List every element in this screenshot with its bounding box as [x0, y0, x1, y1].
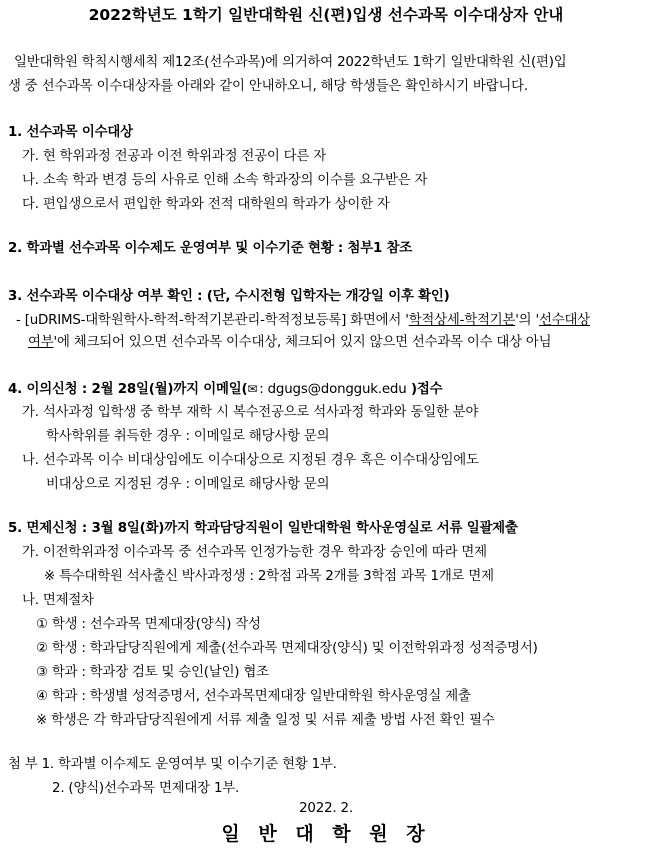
section-3-text-a: - [uDRIMS-대학원학사-학적-학적기본관리-학적정보등록] 화면에서 ' — [16, 313, 409, 328]
section-5-step-2: ② 학생 : 학과담당직원에게 제출(선수과목 면제대장(양식) 및 이전학위과정 성적증명서) — [36, 641, 538, 656]
section-2-heading: 2. 학과별 선수과목 이수제도 운영여부 및 이수기준 현황 : 첨부1 참조 — [8, 241, 413, 256]
section-1-item-a: 가. 현 학위과정 전공과 이전 학위과정 전공이 다른 자 — [22, 149, 326, 164]
section-3-text-b: '의 ' — [515, 313, 539, 328]
issue-date: 2022. 2. — [299, 801, 353, 816]
section-3-underline-2: 선수대상 — [538, 313, 590, 328]
page-title: 2022학년도 1학기 일반대학원 신(편)입생 선수과목 이수대상자 안내 — [88, 6, 564, 24]
envelope-icon: ✉ — [247, 382, 258, 396]
section-5-heading: 5. 면제신청 : 3월 8일(화)까지 학과담당직원이 일반대학원 학사운영실로 서류 일괄제출 — [8, 521, 518, 536]
section-3-text-c: '에 체크되어 있으면 선수과목 이수대상, 체크되어 있지 않으면 선수과목 이수 대상 아님 — [53, 335, 552, 350]
section-3-underline-1: 학적상세-학적기본 — [408, 313, 516, 328]
section-4-item-a-2: 학사학위를 취득한 경우 : 이메일로 해당사항 문의 — [46, 429, 330, 444]
section-4-heading-post: )접수 — [406, 382, 443, 397]
section-4-email: : dgugs@dongguk.edu — [259, 382, 407, 397]
section-1-item-b: 나. 소속 학과 변경 등의 사유로 인해 소속 학과장의 이수를 요구받은 자 — [22, 173, 428, 188]
section-4-heading — [8, 380, 442, 399]
signature: 일 반 대 학 원 장 — [221, 823, 431, 845]
section-5-step-3: ③ 학과 : 학과장 검토 및 승인(날인) 협조 — [36, 665, 269, 680]
section-4-item-b-1: 나. 선수과목 이수 비대상임에도 이수대상으로 지정된 경우 혹은 이수대상임에도 — [22, 453, 479, 468]
section-3-underline-3: 여부 — [28, 335, 54, 350]
section-3-heading: 3. 선수과목 이수대상 여부 확인 : (단, 수시전형 입학자는 개강일 이후 확인) — [8, 289, 450, 304]
intro-line-1: 일반대학원 학칙시행세칙 제12조(선수과목)에 의거하여 2022학년도 1학기 일반대학원 신(편)입 — [14, 55, 567, 70]
section-5-item-b: 나. 면제절차 — [22, 593, 94, 608]
section-5-item-a: 가. 이전학위과정 이수과목 중 선수과목 인정가능한 경우 학과장 승인에 따라 면제 — [22, 545, 487, 560]
attachment-line-2: 2. (양식)선수과목 면제대장 1부. — [52, 781, 240, 796]
section-5-step-1: ① 학생 : 선수과목 면제대장(양식) 작성 — [36, 617, 261, 632]
section-1-item-c: 다. 편입생으로서 편입한 학과와 전적 대학원의 학과가 상이한 자 — [22, 197, 390, 212]
section-4-heading-pre: 4. 이의신청 : 2월 28일(월)까지 이메일( — [8, 382, 248, 397]
attachment-line-1: 첨 부 1. 학과별 이수제도 운영여부 및 이수기준 현황 1부. — [8, 757, 337, 772]
section-5-step-4: ④ 학과 : 학생별 성적증명서, 선수과목면제대장 일반대학원 학사운영실 제출 — [36, 689, 471, 704]
intro-line-2: 생 중 선수과목 이수대상자를 아래와 같이 안내하오니, 해당 학생들은 확인하시기 바랍니다. — [8, 79, 528, 94]
section-4-item-b-2: 비대상으로 지정된 경우 : 이메일로 해당사항 문의 — [46, 477, 330, 492]
section-3-line-2 — [28, 334, 551, 352]
section-5-item-a-note: ※ 특수대학원 석사출신 박사과정생 : 2학점 과목 2개를 3학점 과목 1개로 면제 — [44, 569, 494, 584]
section-3-line-1 — [16, 312, 590, 330]
section-5-note: ※ 학생은 각 학과담당직원에게 서류 제출 일정 및 서류 제출 방법 사전 확인 필수 — [36, 713, 495, 728]
section-4-item-a-1: 가. 석사과정 입학생 중 학부 재학 시 복수전공으로 석사과정 학과와 동일한 분야 — [22, 405, 479, 420]
section-1-heading: 1. 선수과목 이수대상 — [8, 125, 133, 140]
